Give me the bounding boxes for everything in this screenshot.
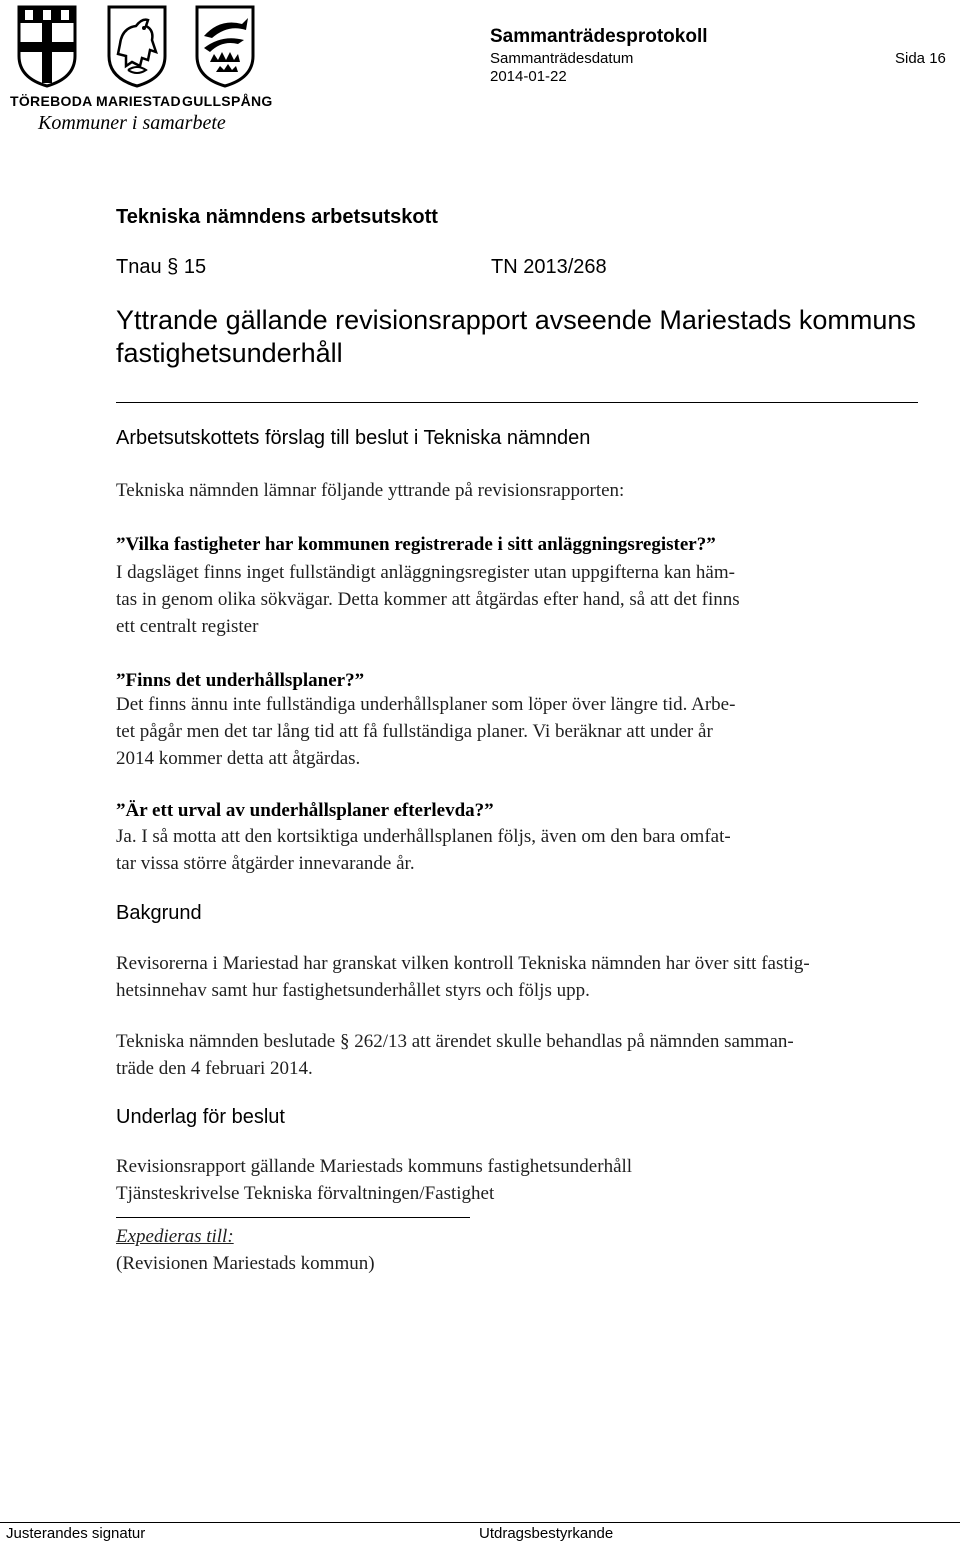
background-heading: Bakgrund [116, 902, 202, 924]
paragraph-line: träde den 4 februari 2014. [116, 1058, 313, 1079]
footer-divider [0, 1522, 960, 1523]
answer-line: ett centralt register [116, 616, 259, 637]
question-3: ”Är ett urval av underhållsplaner efterlevda?” [116, 800, 494, 821]
answer-3 [116, 823, 731, 877]
background-paragraph-2 [116, 1028, 794, 1082]
answer-line: Det finns ännu inte fullständiga underhållsplaner som löper över längre tid. Arbe- [116, 694, 736, 715]
paragraph-line: hetsinnehav samt hur fastighetsunderhållet styrs och följs upp. [116, 980, 590, 1001]
toreboda-seal-icon [16, 4, 78, 88]
proposal-intro: Tekniska nämnden lämnar följande yttrande på revisionsrapporten: [116, 480, 625, 501]
basis-item: Tjänsteskrivelse Tekniska förvaltningen/Fastighet [116, 1183, 495, 1204]
gullspang-seal-icon [194, 4, 256, 88]
dispatch-divider [116, 1217, 470, 1218]
dispatch-recipient: (Revisionen Mariestads kommun) [116, 1253, 375, 1274]
mariestad-seal-icon [106, 4, 168, 88]
committee-heading: Tekniska nämndens arbetsutskott [116, 206, 438, 228]
logo-tagline: Kommuner i samarbete [38, 112, 226, 134]
document-title-line: Yttrande gällande revisionsrapport avseende Mariestads kommuns [116, 305, 916, 335]
document-title-line: fastighetsunderhåll [116, 338, 343, 368]
answer-line: I dagsläget finns inget fullständigt anläggningsregister utan uppgifterna kan häm- [116, 562, 735, 583]
logo-label-gullspang: GULLSPÅNG [182, 93, 273, 109]
question-1: ”Vilka fastigheter har kommunen registrerade i sitt anläggningsregister?” [116, 534, 716, 555]
page-number: Sida 16 [895, 50, 946, 67]
meeting-date-label: Sammanträdesdatum [490, 50, 634, 67]
document-title [116, 304, 916, 370]
dispatch-label: Expedieras till: [116, 1226, 234, 1247]
logo-label-mariestad: MARIESTAD [96, 93, 181, 109]
municipality-logos [10, 4, 273, 134]
basis-item: Revisionsrapport gällande Mariestads kommuns fastighetsunderhåll [116, 1156, 633, 1177]
answer-line: tet pågår men det tar lång tid att få fullständiga planer. Vi beräknar att under år [116, 721, 713, 742]
answer-line: tar vissa större åtgärder innevarande år. [116, 853, 415, 874]
basis-heading: Underlag för beslut [116, 1106, 285, 1128]
answer-line: Ja. I så motta att den kortsiktiga underhållsplanen följs, även om den bara omfat- [116, 826, 731, 847]
protocol-title: Sammanträdesprotokoll [490, 26, 708, 47]
title-divider [116, 402, 918, 403]
proposal-heading: Arbetsutskottets förslag till beslut i Tekniska nämnden [116, 427, 591, 449]
signature-label: Justerandes signatur [6, 1525, 146, 1542]
background-paragraph-1 [116, 950, 810, 1004]
case-number: TN 2013/268 [491, 256, 607, 278]
answer-line: 2014 kommer detta att åtgärdas. [116, 748, 361, 769]
paragraph-number: Tnau § 15 [116, 256, 207, 278]
paragraph-line: Tekniska nämnden beslutade § 262/13 att ärendet skulle behandlas på nämnden samman- [116, 1031, 794, 1052]
paragraph-line: Revisorerna i Mariestad har granskat vilken kontroll Tekniska nämnden har över sitt fastig- [116, 953, 810, 974]
meeting-date: 2014-01-22 [490, 68, 567, 85]
answer-line: tas in genom olika sökvägar. Detta kommer att åtgärdas efter hand, så att det finns [116, 589, 740, 610]
answer-1 [116, 559, 740, 640]
extract-label: Utdragsbestyrkande [479, 1525, 614, 1542]
question-2: ”Finns det underhållsplaner?” [116, 670, 365, 691]
basis-list [116, 1153, 632, 1207]
logo-label-toreboda: TÖREBODA [10, 93, 93, 109]
answer-2 [116, 691, 735, 772]
